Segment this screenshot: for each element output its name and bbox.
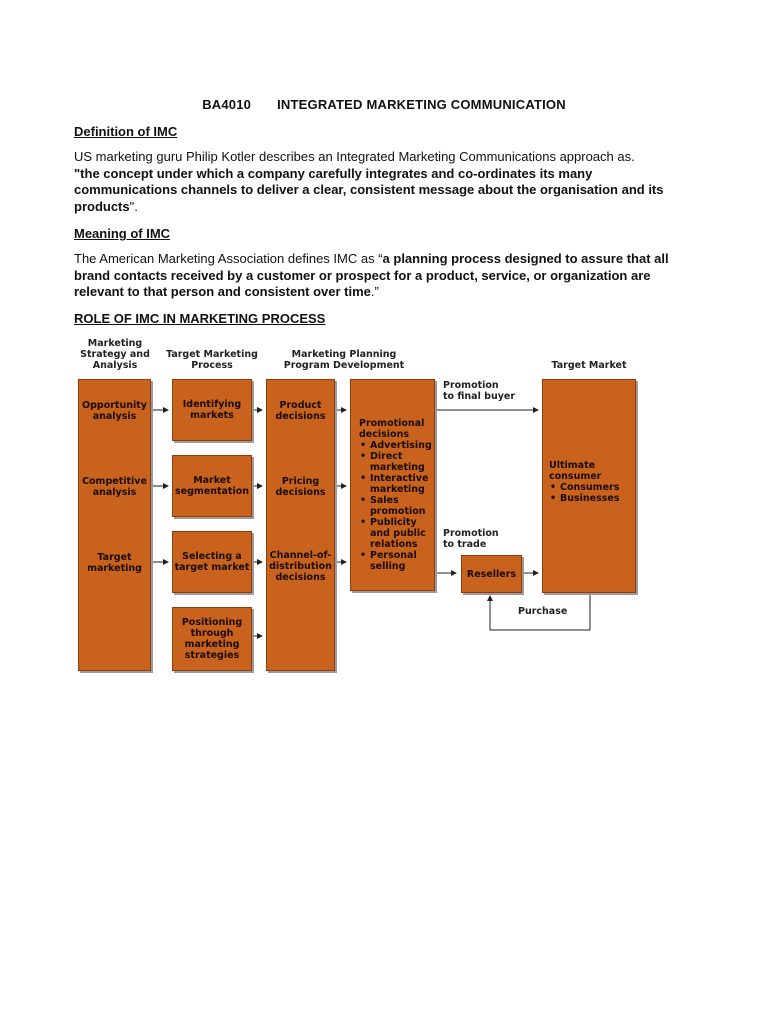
course-code: BA4010: [202, 97, 252, 112]
target-box-positioning: Positioning through marketing strategies: [172, 607, 252, 671]
role-heading: ROLE OF IMC IN MARKETING PROCESS: [74, 311, 326, 326]
planning-item-channel: Channel-of- distribution decisions: [269, 550, 332, 583]
promotional-decisions-box: [350, 379, 435, 591]
promo-item-advertising: • Advertising: [370, 440, 432, 451]
definition-close: ".: [129, 198, 138, 214]
planning-decisions-box: [266, 379, 335, 671]
definition-open-quote: ": [74, 165, 81, 181]
column-header-planning: Marketing Planning Program Development: [283, 349, 405, 371]
planning-item-product: Product decisions: [275, 400, 326, 422]
column-header-strategy: Marketing Strategy and Analysis: [80, 338, 150, 371]
promo-item-personal: • Personal selling: [370, 550, 432, 572]
promo-item-interactive: • Interactive marketing: [370, 473, 432, 495]
strategy-analysis-box: [78, 379, 151, 671]
imc-process-diagram: [76, 334, 646, 674]
strategy-item-competitive: Competitive analysis: [82, 476, 147, 498]
promotional-title: Promotional decisions: [359, 418, 425, 440]
course-title: INTEGRATED MARKETING COMMUNICATION: [277, 97, 566, 112]
ultimate-item-businesses: • Businesses: [560, 493, 620, 504]
definition-heading: Definition of IMC: [74, 124, 178, 139]
strategy-item-target: Target marketing: [87, 552, 142, 574]
meaning-close: .”: [370, 284, 379, 299]
meaning-heading: Meaning of IMC: [74, 226, 171, 241]
definition-intro: US marketing guru Philip Kotler describes an Integrated Marketing Communications approach as.: [74, 149, 635, 164]
column-header-target-process: Target Marketing Process: [166, 349, 258, 371]
promotion-trade-label: Promotion to trade: [443, 528, 499, 550]
target-market-box: [542, 379, 636, 593]
promotion-final-buyer-label: Promotion to final buyer: [443, 380, 516, 402]
meaning-intro: The American Marketing Association defines IMC as “: [74, 251, 383, 266]
target-box-selecting: Selecting a target market: [172, 531, 252, 593]
column-header-target-market: Target Market: [551, 360, 627, 371]
target-box-segmentation: Market segmentation: [172, 455, 252, 517]
meaning-paragraph: [74, 251, 694, 301]
promo-item-publicity: • Publicity and public relations: [370, 517, 432, 550]
purchase-label: Purchase: [518, 606, 568, 617]
planning-item-pricing: Pricing decisions: [275, 476, 326, 498]
ultimate-consumer-list: [549, 460, 620, 504]
ultimate-item-consumers: • Consumers: [560, 482, 620, 493]
target-box-identifying: Identifying markets: [172, 379, 252, 441]
definition-paragraph: [74, 149, 694, 215]
promotional-list: [359, 418, 432, 572]
strategy-item-opportunity: Opportunity analysis: [82, 400, 147, 422]
ultimate-consumer-title: Ultimate consumer: [549, 460, 602, 482]
promo-item-sales: • Sales promotion: [370, 495, 432, 517]
promo-item-direct: • Direct marketing: [370, 451, 432, 473]
meaning-quote: a planning process designed to assure that all brand contacts received by a customer or prospect for a product, service, or organization are relevant to that person and consistent over time: [74, 251, 669, 299]
document-title: [0, 97, 768, 112]
definition-quote: the concept under which a company carefully integrates and co-ordinates its many communications channels to deliver a clear, consistent message about the organisation and its products: [74, 165, 664, 214]
resellers-box: Resellers: [461, 555, 522, 593]
